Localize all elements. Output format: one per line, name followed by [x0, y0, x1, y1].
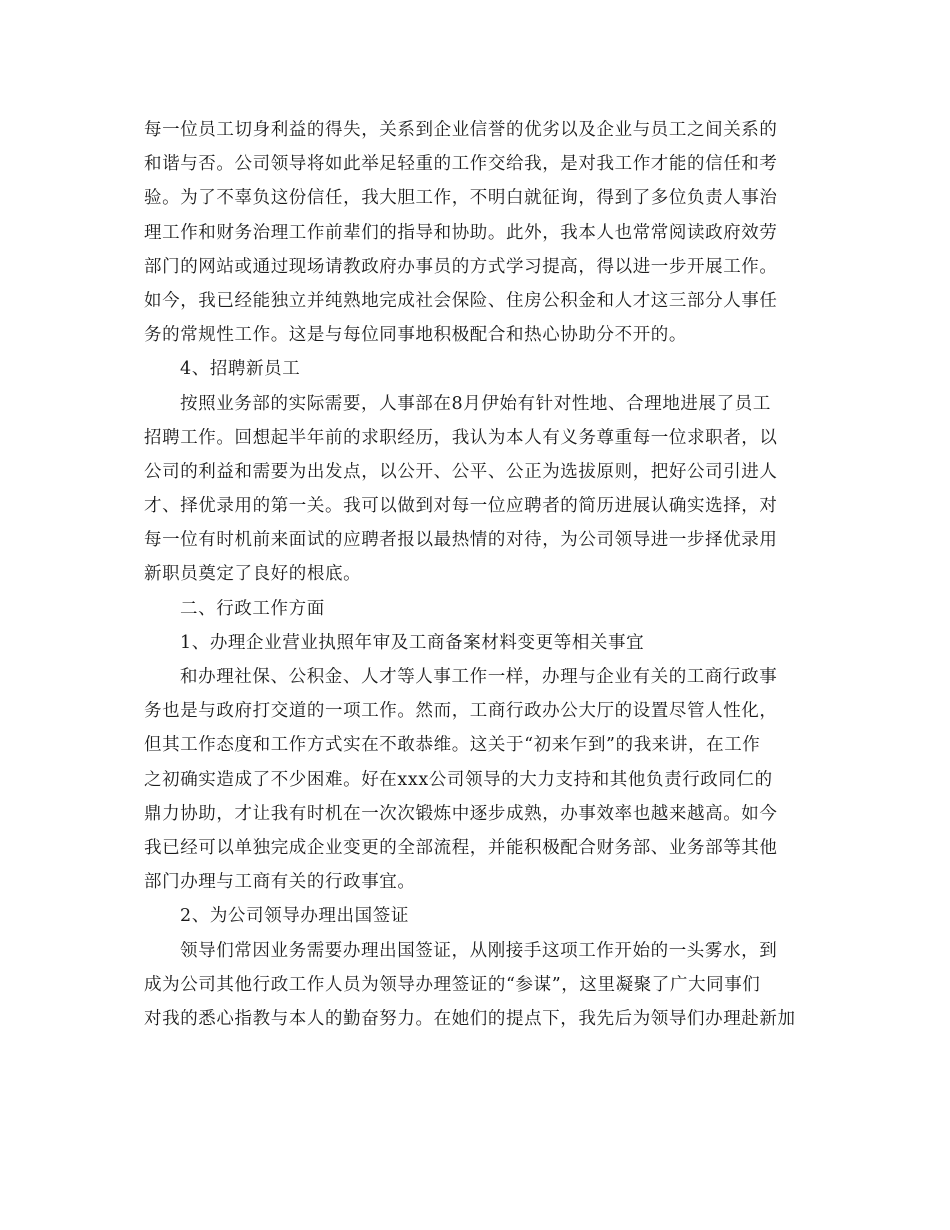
text-line: 我已经可以单独完成企业变更的全部流程，并能积极配合财务部、业务部等其他 [144, 837, 778, 858]
text-line: 鼎力协助，才让我有时机在一次次锻炼中逐步成熟，办事效率也越来越高。如今 [144, 803, 778, 824]
text-line: 验。为了不辜负这份信任，我大胆工作，不明白就征询，得到了多位负责人事治 [144, 188, 778, 209]
text-line: 和谐与否。公司领导将如此举足轻重的工作交给我，是对我工作才能的信任和考 [144, 154, 778, 175]
text-line: 2、为公司领导办理出国签证 [180, 906, 409, 927]
text-line: 但其工作态度和工作方式实在不敢恭维。这关于“初来乍到”的我来讲，在工作 [144, 735, 761, 756]
text-line: 理工作和财务治理工作前辈们的指导和协助。此外，我本人也常常阅读政府效劳 [144, 222, 778, 243]
text-line: 每一位有时机前来面试的应聘者报以最热情的对待，为公司领导进一步择优录用 [144, 530, 778, 551]
text-line: 如今，我已经能独立并纯熟地完成社会保险、住房公积金和人才这三部分人事任 [144, 290, 778, 311]
text-line: 成为公司其他行政工作人员为领导办理签证的“参谋”，这里凝聚了广大同事们 [144, 974, 761, 995]
text-line: 之初确实造成了不少困难。好在xxx公司领导的大力支持和其他负责行政同仁的 [144, 769, 773, 790]
text-line: 才、择优录用的第一关。我可以做到对每一位应聘者的简历进展认确实选择，对 [144, 496, 778, 517]
document-body [144, 113, 804, 1036]
text-line: 4、招聘新员工 [180, 359, 301, 380]
text-line: 务的常规性工作。这是与每位同事地积极配合和热心协助分不开的。 [144, 325, 687, 346]
text-line: 每一位员工切身利益的得失，关系到企业信誉的优劣以及企业与员工之间关系的 [144, 120, 778, 140]
text-line: 公司的利益和需要为出发点，以公开、公平、公正为选拔原则，把好公司引进人 [144, 461, 778, 482]
text-line: 和办理社保、公积金、人才等人事工作一样，办理与企业有关的工商行政事 [180, 667, 778, 687]
text-line: 部门办理与工商有关的行政事宜。 [144, 872, 416, 893]
text-line: 对我的悉心指教与本人的勤奋努力。在她们的提点下，我先后为领导们办理赴新加 [144, 1008, 796, 1029]
text-line: 按照业务部的实际需要，人事部在8月伊始有针对性地、合理地进展了员工 [180, 393, 771, 414]
text-line: 新职员奠定了良好的根底。 [144, 564, 362, 585]
text-line: 务也是与政府打交道的一项工作。然而，工商行政办公大厅的设置尽管人性化， [144, 701, 778, 722]
text-line: 二、行政工作方面 [180, 598, 325, 619]
text-line: 部门的网站或通过现场请教政府办事员的方式学习提高，得以进一步开展工作。 [144, 256, 778, 277]
text-line: 1、办理企业营业执照年审及工商备案材料变更等相关事宜 [180, 632, 645, 653]
text-line: 招聘工作。回想起半年前的求职经历，我认为本人有义务尊重每一位求职者，以 [144, 427, 778, 448]
text-line: 领导们常因业务需要办理出国签证，从刚接手这项工作开始的一头雾水，到 [180, 940, 778, 961]
